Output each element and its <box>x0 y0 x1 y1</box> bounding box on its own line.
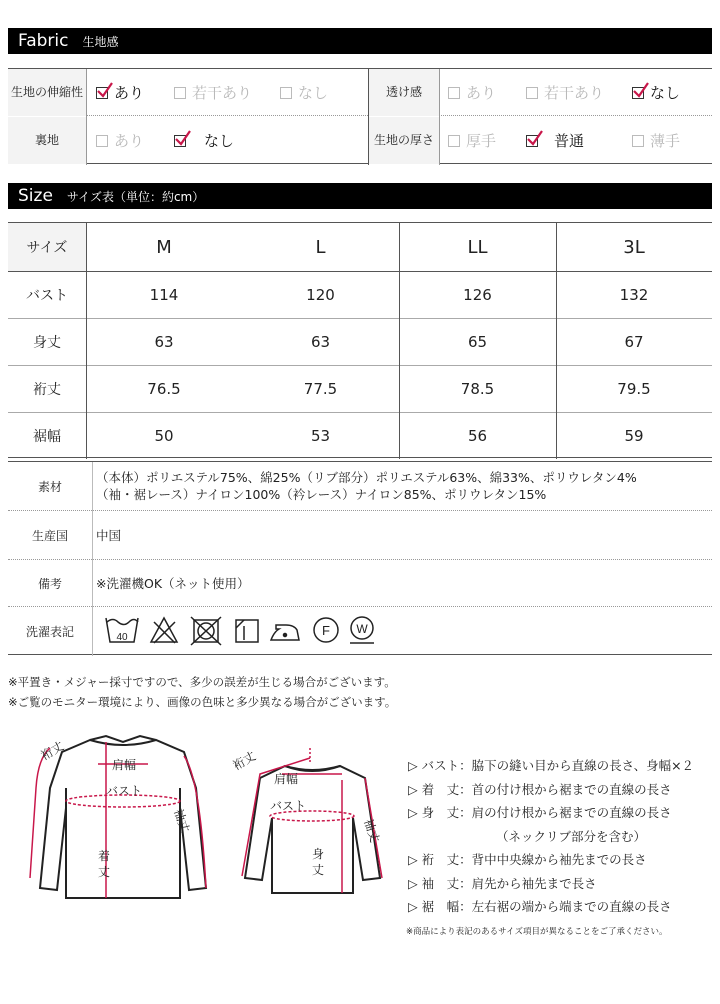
fabric-table <box>8 68 712 164</box>
divider <box>8 510 712 511</box>
check-mark-icon <box>174 129 192 147</box>
table-cell: 65 <box>467 333 488 351</box>
table-cell: 76.5 <box>147 380 181 398</box>
fine-print: ※商品により表記のあるサイズ項目が異なることをご了承ください。 <box>406 927 668 937</box>
checkbox-icon <box>448 135 460 147</box>
label-shoulder-2: 肩幅 <box>274 772 299 786</box>
divider <box>86 69 87 165</box>
origin-value: 中国 <box>96 528 122 543</box>
fabric-row-2 <box>8 117 712 164</box>
table-cell: 77.5 <box>303 380 338 398</box>
checkbox-icon <box>448 87 460 99</box>
size-subtitle: サイズ表（単位：約cm） <box>66 189 205 204</box>
check-mark-icon <box>526 129 544 147</box>
check-mark-icon <box>96 81 114 99</box>
label-sleeve-2: 袖丈 <box>361 817 382 845</box>
line-dry-shade-icon <box>236 620 258 642</box>
legend-item: ▷ 裄 丈：背中中央線から袖先までの長さ <box>408 852 647 867</box>
table-cell: 78.5 <box>460 380 495 398</box>
row-label-body-length: 身丈 <box>33 335 61 351</box>
size-header-l: L <box>315 236 326 258</box>
care-label: 洗濯表記 <box>25 625 74 639</box>
wash-temp: 40 <box>116 632 128 643</box>
checkbox-icon <box>526 135 538 147</box>
sheer-option-yes: あり <box>448 69 496 116</box>
row-label-bust: バスト <box>26 288 68 304</box>
divider <box>439 69 440 165</box>
table-cell: 50 <box>154 427 174 445</box>
checkbox-icon <box>526 87 538 99</box>
lining-option-yes: あり <box>96 117 144 164</box>
row-label-yuki: 裄丈 <box>33 382 61 398</box>
label-yuki-2: 裄丈 <box>230 748 259 773</box>
checkbox-icon <box>174 135 186 147</box>
fabric-row-1 <box>8 69 712 116</box>
size-header-m: M <box>156 236 172 258</box>
table-cell: 63 <box>154 333 174 351</box>
material-value <box>96 469 637 503</box>
label-bust-2: バスト <box>270 799 307 813</box>
wetclean-letter: W <box>356 622 368 636</box>
size-corner-label: サイズ <box>26 240 68 256</box>
legend-item: ▷ 身 丈：肩の付け根から裾までの直線の長さ <box>408 805 672 820</box>
fabric-subtitle: 生地感 <box>82 34 119 49</box>
table-cell: 63 <box>310 333 331 351</box>
legend-item: ▷ バスト：脇下の縫い目から直線の長さ、身幅×２ <box>408 758 695 773</box>
sheer-option-no: なし <box>632 69 680 116</box>
fabric-section-header <box>8 28 712 54</box>
stretch-option-no: なし <box>280 69 328 116</box>
stretch-option-yes: あり <box>96 69 144 116</box>
stretch-label: 生地の伸縮性 <box>8 69 86 116</box>
label-sleeve-1: 袖丈 <box>171 807 192 835</box>
checkbox-icon <box>632 135 644 147</box>
details-table <box>8 461 712 655</box>
care-icons <box>104 612 384 648</box>
origin-label: 生産国 <box>31 528 68 543</box>
legend-item: （ネックリブ部分を含む） <box>496 828 647 844</box>
note-line: ※平置き・メジャー採寸ですので、多少の誤差が生じる場合がございます。 <box>8 675 396 689</box>
size-title: Size <box>18 186 53 206</box>
material-line-2: （袖・裾レース）ナイロン100%（衿レース）ナイロン85%、ポリウレタン15% <box>96 487 547 502</box>
lining-option-no: なし <box>174 117 234 164</box>
legend-item: ▷ 着 丈：首の付け根から裾までの直線の長さ <box>408 781 672 797</box>
size-header-ll: LL <box>467 236 488 258</box>
material-line-1: （本体）ポリエステル75%、綿25%（リブ部分）ポリエステル63%、綿33%、ポリウレタン4% <box>96 470 637 485</box>
size-table <box>8 222 712 458</box>
note-line: ※ご覧のモニター環境により、画像の色味と多少異なる場合がございます。 <box>8 695 397 709</box>
thickness-option-normal: 普通 <box>526 117 584 164</box>
thickness-option-thick: 厚手 <box>448 117 496 164</box>
material-label: 素材 <box>37 479 62 494</box>
table-cell: 79.5 <box>617 380 651 398</box>
size-header-3l: 3L <box>623 236 645 258</box>
notes <box>8 672 396 712</box>
table-cell: 126 <box>463 286 492 304</box>
thickness-option-thin: 薄手 <box>632 117 680 164</box>
size-section-header <box>8 183 712 209</box>
divider <box>368 69 369 165</box>
check-mark-icon <box>632 81 650 99</box>
legend-item: ▷ 袖 丈：肩先から袖先まで長さ <box>408 875 597 891</box>
no-bleach-icon <box>151 618 177 643</box>
table-cell: 114 <box>149 286 179 304</box>
remarks-label: 備考 <box>37 576 62 591</box>
checkbox-icon <box>632 87 644 99</box>
label-shoulder-1: 肩幅 <box>112 758 137 772</box>
table-cell: 59 <box>624 427 644 445</box>
row-label-hem: 裾幅 <box>33 429 61 445</box>
lining-label: 裏地 <box>8 117 86 164</box>
low-iron-icon <box>271 625 299 640</box>
label-bust-1: バスト <box>106 784 143 798</box>
remarks-value: ※洗濯機OK（ネット使用） <box>96 576 250 591</box>
checkbox-icon <box>280 87 292 99</box>
divider <box>8 559 712 560</box>
no-tumble-dry-icon <box>191 617 221 645</box>
table-cell: 120 <box>306 286 335 304</box>
checkbox-icon <box>96 135 108 147</box>
checkbox-icon <box>96 87 108 99</box>
checkbox-icon <box>174 87 186 99</box>
measurement-legend <box>408 754 694 919</box>
table-cell: 132 <box>619 286 649 304</box>
table-cell: 67 <box>624 333 644 351</box>
thickness-label: 生地の厚さ <box>369 117 439 164</box>
measurement-diagram <box>20 728 405 918</box>
table-cell: 56 <box>467 427 488 445</box>
legend-item: ▷ 裾 幅：左右裾の端から端までの直線の長さ <box>408 899 672 914</box>
table-cell: 53 <box>310 427 331 445</box>
dryclean-letter: F <box>322 623 330 638</box>
stretch-option-slight: 若干あり <box>174 69 252 116</box>
sheer-option-slight: 若干あり <box>526 69 604 116</box>
label-yuki-1: 裄丈 <box>38 738 67 763</box>
label-kitake: 着丈 <box>98 849 111 879</box>
divider <box>8 606 712 607</box>
sheer-label: 透け感 <box>369 69 439 116</box>
fabric-title: Fabric <box>18 31 69 51</box>
label-mitake: 身丈 <box>312 847 325 877</box>
